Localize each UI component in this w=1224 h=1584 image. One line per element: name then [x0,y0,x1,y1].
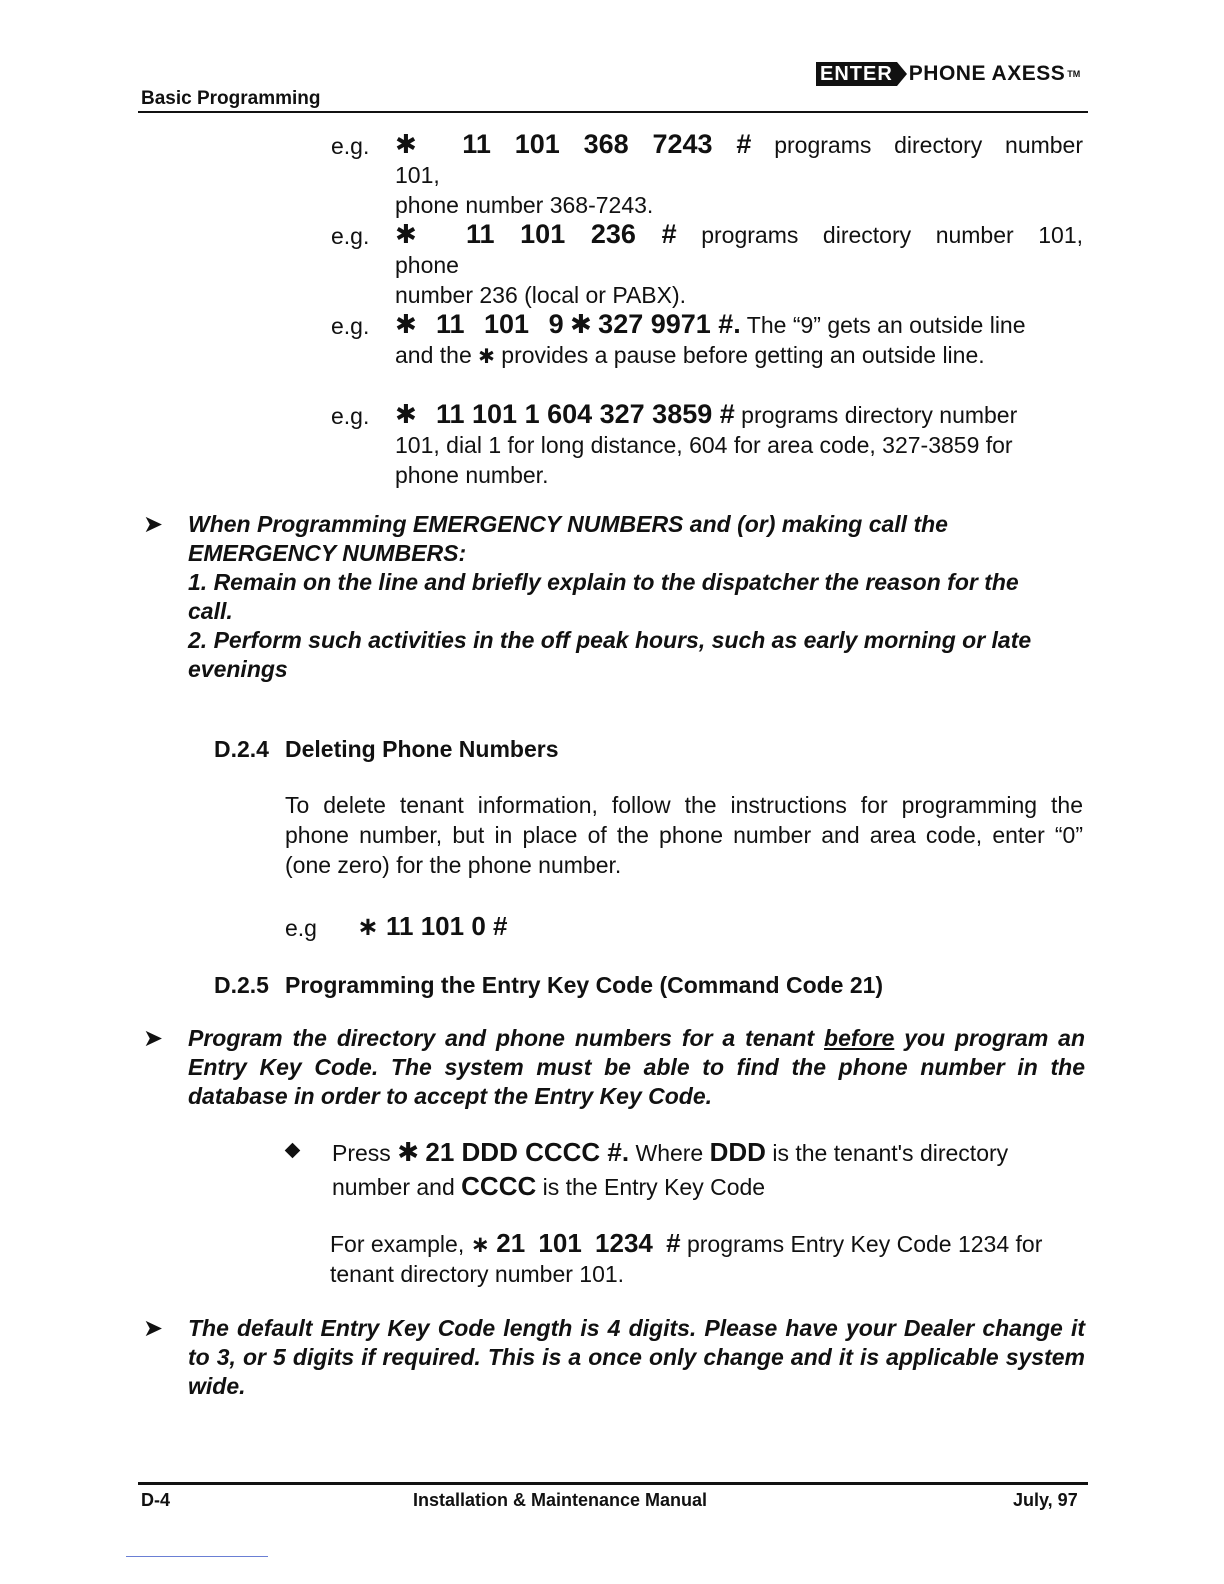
emergency-note-line: 1. Remain on the line and briefly explain to the dispatcher the reason for the [188,569,1019,595]
logo-arrow-icon [897,62,907,86]
example-2-desc: programs directory number 101, phone [395,222,1084,278]
emergency-note-line: evenings [188,656,288,682]
example-3-desc: The “9” gets an outside line [746,312,1026,338]
cccc-desc: is the Entry Key Code [542,1174,766,1200]
cccc-term: CCCC [461,1171,537,1201]
example-1-desc: programs directory number 101, [395,132,1084,188]
diamond-bullet-icon [285,1143,301,1159]
section-title: Deleting Phone Numbers [285,736,559,762]
footer-rule [138,1482,1088,1485]
footer-title: Installation & Maintenance Manual [413,1490,708,1510]
section-heading-d24 [214,736,558,763]
example-label: e.g. [331,313,370,339]
emergency-note [188,510,1085,684]
star-key-icon: ✱ [569,309,592,339]
delete-instructions: To delete tenant information, follow the instructions for programming the phone number, but in place of the phone number and area code, enter “0” (one zero) for the phone number. [285,792,1083,878]
number-and: number and [332,1174,455,1200]
ddd-term: DDD [709,1137,766,1167]
example-3-desc-2a: and the [395,342,472,368]
star-key-icon: ✱ [478,346,495,368]
section-number: D.2.4 [214,736,269,762]
example-4 [395,399,1083,490]
example-4-desc: programs directory number [741,402,1018,428]
brand-logo [816,62,1080,86]
example-3 [395,309,1083,372]
entry-key-example-desc: programs Entry Key Code 1234 for [686,1231,1043,1257]
entry-key-note [188,1024,1085,1111]
example-label: e.g. [331,403,370,429]
example-3-command-b: 327 9971 #. [598,309,741,339]
example-4-desc-3: phone number. [395,462,549,488]
star-key-icon: ✱ [397,1137,419,1167]
section-number: D.2.5 [214,972,269,998]
example-4-command: 11 101 1 604 327 3859 # [435,399,735,429]
logo-text: PHONE AXESS [908,62,1066,85]
example-label: e.g. [331,133,370,159]
arrow-bullet-icon: ➤ [143,511,164,538]
delete-example-label: e.g [285,915,317,941]
example-3-command-a: 11 101 9 [435,309,564,339]
footer-date: July, 97 [1013,1490,1078,1510]
star-key-icon: ✱ [395,129,417,159]
example-1-desc-2: phone number 368-7243. [395,192,654,218]
star-key-icon: ✱ [395,399,417,429]
header-rule [138,111,1088,113]
star-key-icon: ∗ [470,1231,490,1257]
emergency-note-line: 2. Perform such activities in the off peak hours, such as early morning or late [188,627,1032,653]
entry-key-note-text: you program an Entry Key Code. The system must be able to find the phone number in the database in order to accept the Entry Key Code. [188,1025,1086,1109]
entry-key-example-desc-2: tenant directory number 101. [330,1261,625,1287]
example-2-desc-2: number 236 (local or PABX). [395,282,687,308]
emergency-note-line: EMERGENCY NUMBERS: [188,540,467,566]
star-key-icon: ✱ [395,309,417,339]
logo-trademark: TM [1067,69,1081,79]
entry-key-example-command: 21 101 1234 # [496,1228,681,1258]
press-where: Where [635,1140,704,1166]
example-1-command: 11 101 368 7243 # [462,129,752,159]
running-header: Basic Programming [141,88,321,109]
section-heading-d25 [214,972,883,999]
example-4-desc-2: 101, dial 1 for long distance, 604 for area code, 327-3859 for [395,432,1013,458]
default-length-note: The default Entry Key Code length is 4 digits. Please have your Dealer change it to 3, or 5 digits if required. This is a once only change and it is applicable system wide. [188,1315,1085,1399]
ddd-desc: is the tenant's directory [772,1140,1009,1166]
example-1 [395,129,1083,220]
footer-page-number: D-4 [141,1490,171,1510]
example-prefix: For example, [330,1231,465,1257]
emergency-note-line: call. [188,598,233,624]
arrow-bullet-icon: ➤ [143,1315,164,1342]
logo-enter-box: ENTER [816,62,897,86]
entry-key-note-emphasis: before [824,1025,895,1051]
press-instruction [332,1136,1084,1204]
entry-key-note-text: Program the directory and phone numbers for a tenant [188,1025,815,1051]
delete-example-command: ∗ 11 101 0 # [357,911,508,941]
example-3-desc-2b: provides a pause before getting an outside line. [501,342,985,368]
star-key-icon: ✱ [395,219,417,249]
section-title: Programming the Entry Key Code (Command Code 21) [285,972,884,998]
emergency-note-line: When Programming EMERGENCY NUMBERS and (or) making call the [188,511,948,537]
arrow-bullet-icon: ➤ [143,1025,164,1052]
press-label: Press [332,1140,391,1166]
entry-key-example [330,1228,1084,1289]
example-label: e.g. [331,223,370,249]
example-2-command: 11 101 236 # [465,219,677,249]
press-command: 21 DDD CCCC #. [425,1137,630,1167]
scan-mark [126,1556,268,1557]
example-2 [395,219,1083,310]
